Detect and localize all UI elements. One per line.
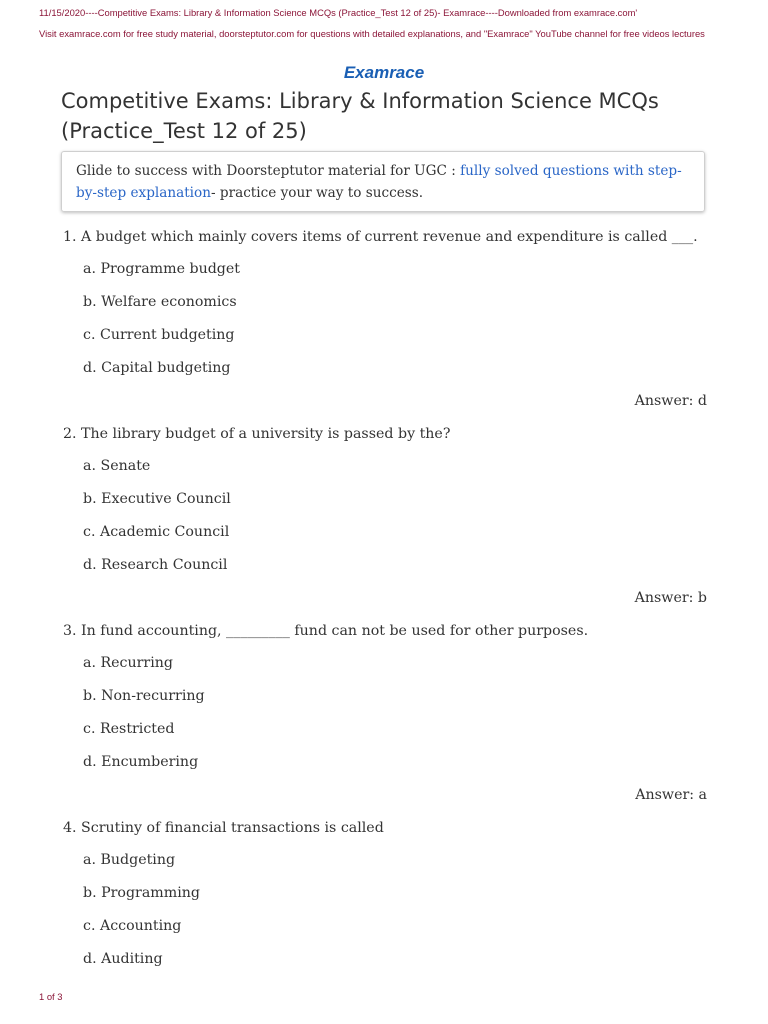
question-text: 4. Scrutiny of financial transactions is called [63, 820, 384, 836]
option-c: c. Academic Council [83, 524, 230, 540]
option-b: b. Executive Council [83, 491, 231, 507]
option-d: d. Encumbering [83, 754, 199, 770]
option-c: c. Accounting [83, 918, 182, 934]
option-d: d. Capital budgeting [83, 360, 231, 376]
option-c: c. Current budgeting [83, 327, 235, 343]
promo-link[interactable]: fully solved questions with step-by-step explanation [76, 163, 682, 201]
visit-notice: Visit examrace.com for free study material, doorsteptutor.com for questions with detailed explanations, and "Examrace" YouTube channel for free videos lectures [39, 28, 705, 39]
option-a: a. Budgeting [83, 852, 176, 868]
option-b: b. Programming [83, 885, 200, 901]
page-counter: 1 of 3 [39, 991, 63, 1002]
promo-lead-text: Glide to success with Doorsteptutor material for UGC : [76, 163, 461, 179]
question-text: 2. The library budget of a university is passed by the? [63, 426, 451, 442]
question-text: 3. In fund accounting, _________ fund can not be used for other purposes. [63, 623, 589, 639]
option-a: a. Recurring [83, 655, 173, 671]
option-a: a. Senate [83, 458, 151, 474]
brand-logo[interactable]: Examrace [343, 63, 425, 82]
option-d: d. Research Council [83, 557, 228, 573]
promo-box [61, 151, 705, 212]
option-a: a. Programme budget [83, 261, 240, 277]
option-b: b. Welfare economics [83, 294, 237, 310]
promo-tail-text: - practice your way to success. [210, 185, 424, 201]
page-title: Competitive Exams: Library & Information Science MCQs (Practice_Test 12 of 25) [61, 89, 659, 143]
option-b: b. Non-recurring [83, 688, 205, 704]
option-c: c. Restricted [83, 721, 175, 737]
download-header: 11/15/2020----Competitive Exams: Library & Information Science MCQs (Practice_Test 12 of 25)- Examrace----Downloaded from examrace.com' [39, 7, 638, 18]
answer-text: Answer: a [635, 787, 707, 803]
option-d: d. Auditing [83, 951, 163, 967]
answer-text: Answer: b [634, 590, 707, 606]
question-text: 1. A budget which mainly covers items of current revenue and expenditure is called ___. [63, 229, 698, 245]
answer-text: Answer: d [634, 393, 707, 409]
